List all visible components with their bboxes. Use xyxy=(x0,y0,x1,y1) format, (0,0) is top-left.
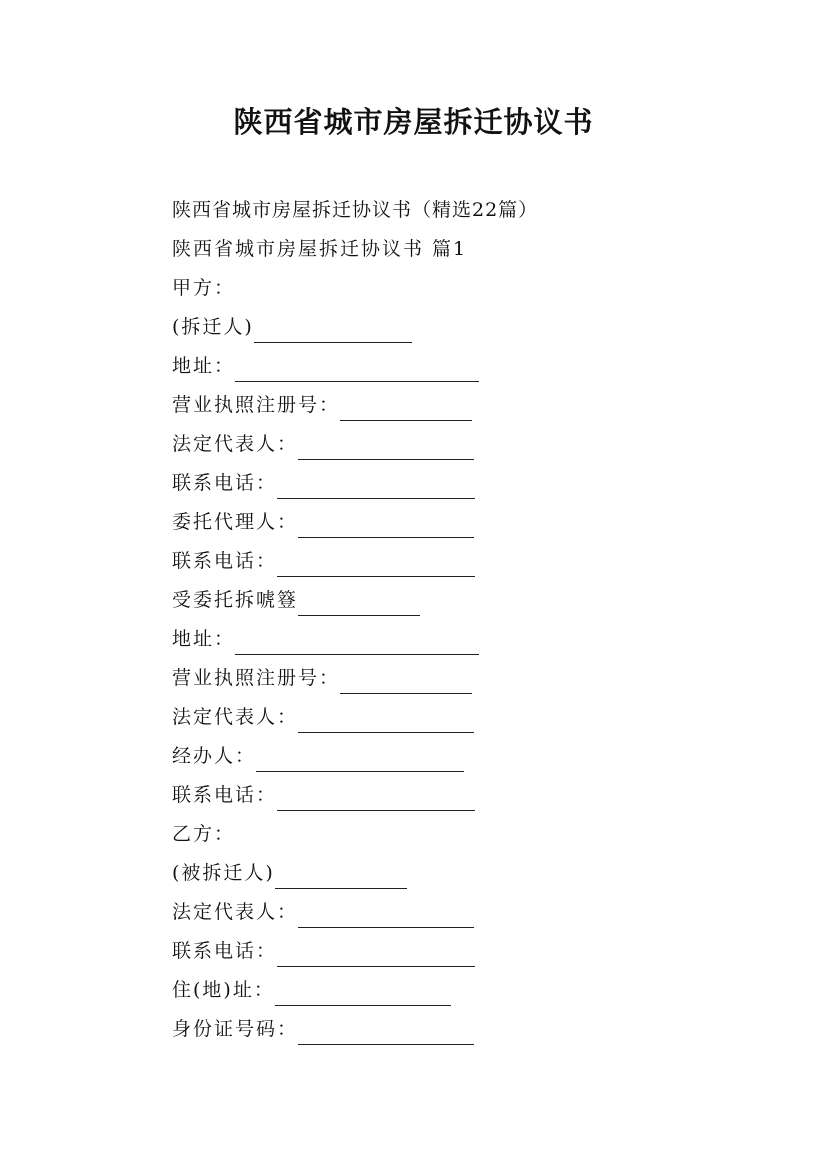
field-label: 受委托拆唬簦 xyxy=(172,589,299,611)
field-label: 营业执照注册号： xyxy=(172,667,341,689)
field-label: 营业执照注册号： xyxy=(172,394,341,416)
residence-address-field xyxy=(172,971,732,1010)
blank-line[interactable] xyxy=(298,431,474,460)
phone-field xyxy=(172,542,732,581)
field-label: (拆迁人) xyxy=(172,316,254,338)
field-label: 经办人： xyxy=(172,745,257,767)
field-label: 身份证号码： xyxy=(172,1018,299,1040)
blank-line[interactable] xyxy=(277,782,475,811)
document-body xyxy=(172,191,732,1049)
address-field xyxy=(172,347,732,386)
field-label: 法定代表人： xyxy=(172,433,299,455)
blank-line[interactable] xyxy=(298,1016,474,1045)
field-label: 乙方： xyxy=(172,823,236,845)
field-label: 联系电话： xyxy=(172,940,278,962)
field-label: 联系电话： xyxy=(172,784,278,806)
blank-line[interactable] xyxy=(277,548,475,577)
field-label: 法定代表人： xyxy=(172,706,299,728)
party-b-heading xyxy=(172,815,732,854)
blank-line[interactable] xyxy=(277,470,475,499)
demolished-party-field xyxy=(172,854,732,893)
license-number-field xyxy=(172,386,732,425)
subtitle: 陕西省城市房屋拆迁协议书（精选22篇） xyxy=(172,199,539,221)
field-label: 甲方： xyxy=(172,277,236,299)
blank-line[interactable] xyxy=(235,626,479,655)
blank-line[interactable] xyxy=(340,665,472,694)
party-a-heading xyxy=(172,269,732,308)
legal-representative-field xyxy=(172,425,732,464)
blank-line[interactable] xyxy=(275,977,451,1006)
blank-line[interactable] xyxy=(298,704,474,733)
phone-field xyxy=(172,776,732,815)
blank-line[interactable] xyxy=(298,509,474,538)
blank-line[interactable] xyxy=(254,314,412,343)
blank-line[interactable] xyxy=(298,899,474,928)
blank-line[interactable] xyxy=(298,587,420,616)
section-heading: 陕西省城市房屋拆迁协议书 篇1 xyxy=(172,238,468,260)
blank-line[interactable] xyxy=(235,353,479,382)
field-label: 联系电话： xyxy=(172,550,278,572)
license-number-field xyxy=(172,659,732,698)
field-label: 法定代表人： xyxy=(172,901,299,923)
id-number-field xyxy=(172,1010,732,1049)
entrusted-unit-field xyxy=(172,581,732,620)
blank-line[interactable] xyxy=(275,860,407,889)
legal-representative-field xyxy=(172,698,732,737)
phone-field xyxy=(172,464,732,503)
blank-line[interactable] xyxy=(256,743,464,772)
field-label: 委托代理人： xyxy=(172,511,299,533)
agent-field xyxy=(172,503,732,542)
document-title: 陕西省城市房屋拆迁协议书 xyxy=(233,105,594,139)
field-label: 地址： xyxy=(172,628,236,650)
blank-line[interactable] xyxy=(340,392,472,421)
blank-line[interactable] xyxy=(277,938,475,967)
handler-field xyxy=(172,737,732,776)
legal-representative-field xyxy=(172,893,732,932)
demolisher-field xyxy=(172,308,732,347)
phone-field xyxy=(172,932,732,971)
field-label: (被拆迁人) xyxy=(172,862,275,884)
field-label: 地址： xyxy=(172,355,236,377)
field-label: 住(地)址： xyxy=(172,979,275,1001)
address-field xyxy=(172,620,732,659)
field-label: 联系电话： xyxy=(172,472,278,494)
